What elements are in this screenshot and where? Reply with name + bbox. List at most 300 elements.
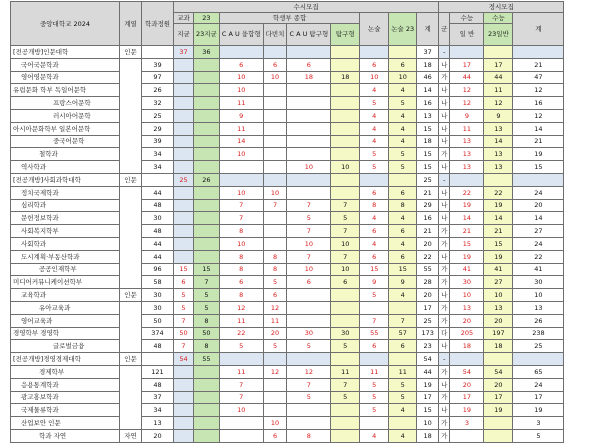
cell-q: 96	[142, 263, 174, 276]
cell-q: 48	[142, 225, 174, 238]
cell-jg: 6	[174, 276, 194, 289]
cell-ns: 5	[360, 289, 389, 302]
cell-q	[142, 46, 174, 59]
cell-il23: 197	[484, 327, 513, 340]
cell-q: 25	[142, 109, 174, 122]
cell-cy: 22	[219, 327, 263, 340]
cell-il: 15	[450, 237, 484, 250]
cell-jg23	[194, 109, 220, 122]
cell-cy	[219, 353, 263, 366]
cell-gye: 55	[417, 263, 439, 276]
cell-db	[263, 46, 287, 59]
table-row	[11, 289, 564, 302]
cell-jg23	[194, 365, 220, 378]
cell-il: 10	[450, 289, 484, 302]
cell-il: 18	[450, 340, 484, 353]
cell-gye2: 21	[513, 58, 564, 71]
cell-gye2: 65	[513, 365, 564, 378]
cell-cat	[120, 250, 142, 263]
cell-gye: 21	[417, 186, 439, 199]
cell-name: 국제물류학과	[11, 404, 120, 417]
cell-gye2: 14	[513, 212, 564, 225]
dabinchi-header: 다빈치	[263, 24, 287, 46]
cell-gun: 가	[439, 71, 450, 84]
cell-q: 30	[142, 212, 174, 225]
table-row	[11, 58, 564, 71]
cell-jg23: 15	[194, 263, 220, 276]
cell-gye: 13	[417, 109, 439, 122]
cell-cat: 인문	[120, 173, 142, 186]
ilban23-header: 23일반	[484, 24, 513, 46]
cell-q: 29	[142, 122, 174, 135]
cell-il23: 27	[484, 276, 513, 289]
cell-gun: 가	[439, 429, 450, 442]
cell-name: 글로벌금융	[11, 340, 120, 353]
cell-ns23: 8	[389, 199, 417, 212]
cell-tg	[331, 97, 360, 110]
cell-cat	[120, 161, 142, 174]
cell-ns: 4	[360, 109, 389, 122]
jeongsi-header: 정시모집	[439, 2, 564, 13]
cell-cat	[120, 58, 142, 71]
cell-gun: 나	[439, 135, 450, 148]
cell-cy: 7	[219, 199, 263, 212]
cell-ns: 6	[360, 58, 389, 71]
cell-gye: 20	[417, 289, 439, 302]
cell-il23	[484, 173, 513, 186]
cell-name: 유럽문화 학부 독일어문학	[11, 84, 120, 97]
cell-ns: 4	[360, 237, 389, 250]
cell-cat	[120, 327, 142, 340]
cell-il23: 20	[484, 378, 513, 391]
cell-db: 11	[263, 314, 287, 327]
cell-cy: 7	[219, 391, 263, 404]
table-row	[11, 263, 564, 276]
cell-gye2: 19	[513, 148, 564, 161]
cell-gun: 다	[439, 327, 450, 340]
cell-gun: 가	[439, 391, 450, 404]
cell-il	[450, 173, 484, 186]
cell-cy	[219, 429, 263, 442]
cell-cat: 인문	[120, 353, 142, 366]
cell-ct	[287, 148, 331, 161]
table-row	[11, 109, 564, 122]
cell-il23	[484, 429, 513, 442]
cell-cy: 9	[219, 109, 263, 122]
cell-tg: 7	[331, 199, 360, 212]
cell-jg23: 8	[194, 340, 220, 353]
cell-ns: 5	[360, 97, 389, 110]
cell-il23	[484, 46, 513, 59]
cell-jg: 37	[174, 46, 194, 59]
cell-db: 10	[263, 417, 287, 430]
cell-name: 역사학과	[11, 161, 120, 174]
table-row	[11, 173, 564, 186]
cell-ns: 4	[360, 122, 389, 135]
cell-il23: 21	[484, 225, 513, 238]
cell-gye2: 14	[513, 122, 564, 135]
cell-il	[450, 46, 484, 59]
cell-cy: 7	[219, 378, 263, 391]
cell-tg: 10	[331, 237, 360, 250]
nonsul23-header: 논술 23	[389, 13, 417, 46]
cell-jg23: 26	[194, 173, 220, 186]
cell-jg	[174, 250, 194, 263]
cell-il: 13	[450, 301, 484, 314]
cell-jg23	[194, 417, 220, 430]
cau-yunghap-header: C A U 융합형	[219, 24, 263, 46]
cell-ns23: 6	[389, 250, 417, 263]
cell-ns23	[389, 46, 417, 59]
cell-ns: 6	[360, 225, 389, 238]
gyogwa-header: 교과	[174, 13, 194, 24]
cell-jg: 5	[174, 301, 194, 314]
cell-name: 영어교육과	[11, 314, 120, 327]
cell-ns23: 5	[389, 378, 417, 391]
cell-db: 6	[263, 429, 287, 442]
cell-ns23: 4	[389, 289, 417, 302]
cell-ns23: 7	[389, 314, 417, 327]
cell-jg: 15	[174, 263, 194, 276]
cell-il: 13	[450, 148, 484, 161]
cell-db: 12	[263, 365, 287, 378]
cell-tg	[331, 314, 360, 327]
cell-ns23: 4	[389, 429, 417, 442]
cell-ct: 10	[287, 161, 331, 174]
cell-db	[263, 148, 287, 161]
cell-jg23: 55	[194, 353, 220, 366]
table-row	[11, 46, 564, 59]
cell-cat	[120, 97, 142, 110]
cell-cat	[120, 186, 142, 199]
cell-tg: 18	[331, 71, 360, 84]
cell-cat	[120, 404, 142, 417]
cell-cat	[120, 417, 142, 430]
cell-il23: 14	[484, 135, 513, 148]
cell-cy: 10	[219, 84, 263, 97]
cell-q: 44	[142, 250, 174, 263]
cell-il: 41	[450, 263, 484, 276]
cell-ns: 10	[360, 71, 389, 84]
cell-ns23: 5	[389, 391, 417, 404]
cell-gye2: 12	[513, 84, 564, 97]
cell-name: 도시계획·부동산학과	[11, 250, 120, 263]
cell-ns23: 4	[389, 237, 417, 250]
cell-ns23	[389, 173, 417, 186]
table-row	[11, 97, 564, 110]
cell-gye: 18	[417, 58, 439, 71]
cell-il23: 41	[484, 263, 513, 276]
cell-gye: 15	[417, 161, 439, 174]
cell-cat	[120, 148, 142, 161]
cell-db	[263, 237, 287, 250]
cell-ct: 30	[287, 327, 331, 340]
cell-gye2: 24	[513, 237, 564, 250]
cell-ct: 10	[287, 237, 331, 250]
cell-il23	[484, 417, 513, 430]
cell-ns23: 4	[389, 135, 417, 148]
cell-jg23: 5	[194, 301, 220, 314]
cell-ns: 15	[360, 263, 389, 276]
cell-db	[263, 97, 287, 110]
cell-gye2: 16	[513, 97, 564, 110]
cell-tg: 5	[331, 212, 360, 225]
cell-cat	[120, 212, 142, 225]
cell-gye: 16	[417, 97, 439, 110]
cell-cy: 11	[219, 97, 263, 110]
cell-cy: 6	[219, 58, 263, 71]
cell-q: 30	[142, 301, 174, 314]
cell-jg23	[194, 378, 220, 391]
cell-il: 13	[450, 135, 484, 148]
cell-gye2	[513, 173, 564, 186]
cell-jg	[174, 378, 194, 391]
cell-cy: 11	[219, 122, 263, 135]
cell-gye2: 21	[513, 135, 564, 148]
cell-tg: 6	[331, 276, 360, 289]
table-row	[11, 327, 564, 340]
cell-il: 3	[450, 417, 484, 430]
cell-jg	[174, 237, 194, 250]
cell-ns: 4	[360, 84, 389, 97]
cell-name: 사회학과	[11, 237, 120, 250]
cell-db: 8	[263, 250, 287, 263]
cell-gun: 가	[439, 225, 450, 238]
cell-ct	[287, 301, 331, 314]
cell-name: 사회복지학부	[11, 225, 120, 238]
cell-tg: 5	[331, 391, 360, 404]
cell-q: 30	[142, 289, 174, 302]
cell-ns: 5	[360, 391, 389, 404]
cell-db: 5	[263, 276, 287, 289]
cell-ns: 6	[360, 250, 389, 263]
cell-gye2: 13	[513, 301, 564, 314]
cell-name: [전공개방]경영경제대학	[11, 353, 120, 366]
nonsul-header: 논술	[360, 13, 389, 46]
cell-jg	[174, 161, 194, 174]
cell-gye2: 27	[513, 225, 564, 238]
cell-tg: 11	[331, 365, 360, 378]
table-row	[11, 340, 564, 353]
cell-q: 121	[142, 365, 174, 378]
cell-il: 12	[450, 84, 484, 97]
cell-il: 17	[450, 391, 484, 404]
cell-ns: 11	[360, 365, 389, 378]
cell-il: 22	[450, 186, 484, 199]
cell-jg	[174, 84, 194, 97]
cell-q: 97	[142, 71, 174, 84]
gye2-header: 계	[513, 13, 564, 46]
cell-name: 영어영문학과	[11, 71, 120, 84]
cell-db: 12	[263, 301, 287, 314]
cell-cat	[120, 109, 142, 122]
cell-tg	[331, 353, 360, 366]
cell-gun: 나	[439, 58, 450, 71]
cell-jg: 54	[174, 353, 194, 366]
cell-cat	[120, 84, 142, 97]
cell-jg	[174, 225, 194, 238]
cell-ns: 9	[360, 276, 389, 289]
cell-gye2: 47	[513, 71, 564, 84]
cell-cy: 12	[219, 301, 263, 314]
cell-ct	[287, 84, 331, 97]
cell-ns23: 6	[389, 186, 417, 199]
cell-gun: -	[439, 173, 450, 186]
cell-il: 20	[450, 378, 484, 391]
cell-gye: 20	[417, 237, 439, 250]
cell-gye: 22	[417, 250, 439, 263]
cell-cat	[120, 276, 142, 289]
table-row	[11, 148, 564, 161]
cell-cat	[120, 391, 142, 404]
cell-gun: 나	[439, 250, 450, 263]
cell-gye2	[513, 353, 564, 366]
cell-jg	[174, 109, 194, 122]
cell-jg23	[194, 84, 220, 97]
cell-il23: 19	[484, 404, 513, 417]
cell-il23: 19	[484, 250, 513, 263]
cell-il23: 13	[484, 301, 513, 314]
cell-ns23: 4	[389, 84, 417, 97]
cell-cat	[120, 263, 142, 276]
table-row	[11, 135, 564, 148]
cell-cy	[219, 161, 263, 174]
cell-cat: 인문	[120, 46, 142, 59]
table-row	[11, 391, 564, 404]
cell-jg	[174, 417, 194, 430]
cell-jg23	[194, 199, 220, 212]
cell-ns: 6	[360, 186, 389, 199]
cell-il23: 17	[484, 58, 513, 71]
cell-gye: 29	[417, 199, 439, 212]
cell-gun: 가	[439, 148, 450, 161]
cell-gun: 나	[439, 186, 450, 199]
cell-cat	[120, 225, 142, 238]
table-row	[11, 225, 564, 238]
cell-il23: 15	[484, 237, 513, 250]
table-row	[11, 365, 564, 378]
cell-gun: 가	[439, 417, 450, 430]
cell-tg	[331, 186, 360, 199]
cell-jg23	[194, 429, 220, 442]
cell-il: 19	[450, 404, 484, 417]
cell-q	[142, 353, 174, 366]
cell-q: 34	[142, 404, 174, 417]
cell-db	[263, 391, 287, 404]
cell-q: 44	[142, 237, 174, 250]
haksaeng-header: 학생부 종합	[219, 13, 359, 24]
cell-cy: 11	[219, 365, 263, 378]
cell-gye2: 22	[513, 250, 564, 263]
cell-ns	[360, 46, 389, 59]
cell-db	[263, 212, 287, 225]
cell-name: 산업보안 인문	[11, 417, 120, 430]
susi-header: 수시모집	[174, 2, 439, 13]
cell-gun: 나	[439, 212, 450, 225]
cell-gye: 173	[417, 327, 439, 340]
cell-gye2: 26	[513, 314, 564, 327]
cell-gun: 나	[439, 404, 450, 417]
cell-gye: 25	[417, 314, 439, 327]
cell-il: 12	[450, 97, 484, 110]
cell-cat: 자연	[120, 429, 142, 442]
cell-ct	[287, 404, 331, 417]
cell-db: 5	[263, 340, 287, 353]
gyogwa-year-header: 23	[194, 13, 220, 24]
cell-ct: 6	[287, 276, 331, 289]
cell-jg	[174, 404, 194, 417]
table-row	[11, 404, 564, 417]
cell-jg23	[194, 391, 220, 404]
cell-gye2: 3	[513, 417, 564, 430]
cell-ns: 4	[360, 135, 389, 148]
cell-gye: 46	[417, 71, 439, 84]
cell-tg: 7	[331, 225, 360, 238]
cell-ns23: 5	[389, 161, 417, 174]
cell-tg	[331, 429, 360, 442]
table-row	[11, 84, 564, 97]
cell-gye: 44	[417, 365, 439, 378]
cell-ct	[287, 289, 331, 302]
cell-ns: 8	[360, 199, 389, 212]
ilban-header: 일 반	[450, 24, 484, 46]
cell-cy: 14	[219, 135, 263, 148]
cell-il: 17	[450, 58, 484, 71]
cell-ns: 4	[360, 212, 389, 225]
cell-gun: 가	[439, 237, 450, 250]
cell-il23	[484, 353, 513, 366]
cell-gun: 나	[439, 122, 450, 135]
cell-gye: 10	[417, 417, 439, 430]
cell-gye2: 238	[513, 327, 564, 340]
cell-il23: 20	[484, 314, 513, 327]
cell-db: 8	[263, 263, 287, 276]
cell-ns23: 11	[389, 365, 417, 378]
suneung2-header: 수능	[484, 13, 513, 24]
cell-cat	[120, 237, 142, 250]
cell-gye2	[513, 46, 564, 59]
table-row	[11, 199, 564, 212]
cell-gye: 21	[417, 225, 439, 238]
cell-il: 13	[450, 161, 484, 174]
cell-gye: 28	[417, 276, 439, 289]
cell-gun: 나	[439, 378, 450, 391]
cell-tg	[331, 289, 360, 302]
cell-jg	[174, 135, 194, 148]
cell-il23: 12	[484, 97, 513, 110]
cell-ns: 4	[360, 429, 389, 442]
cell-gun: 나	[439, 109, 450, 122]
cell-ct: 10	[287, 263, 331, 276]
cell-cy: 8	[219, 289, 263, 302]
cell-ns: 5	[360, 378, 389, 391]
cell-ns: 55	[360, 327, 389, 340]
table-row	[11, 276, 564, 289]
cell-jg23	[194, 71, 220, 84]
cell-cy	[219, 173, 263, 186]
cell-ct	[287, 173, 331, 186]
cell-jg23	[194, 97, 220, 110]
cell-gye: 18	[417, 429, 439, 442]
cell-name: 정치국제학과	[11, 186, 120, 199]
cell-cat	[120, 71, 142, 84]
cell-cy: 5	[219, 340, 263, 353]
table-row	[11, 417, 564, 430]
cell-db	[263, 225, 287, 238]
cell-name: 러시아어문학	[11, 109, 120, 122]
cell-jg: 7	[174, 340, 194, 353]
cell-cy: 7	[219, 212, 263, 225]
